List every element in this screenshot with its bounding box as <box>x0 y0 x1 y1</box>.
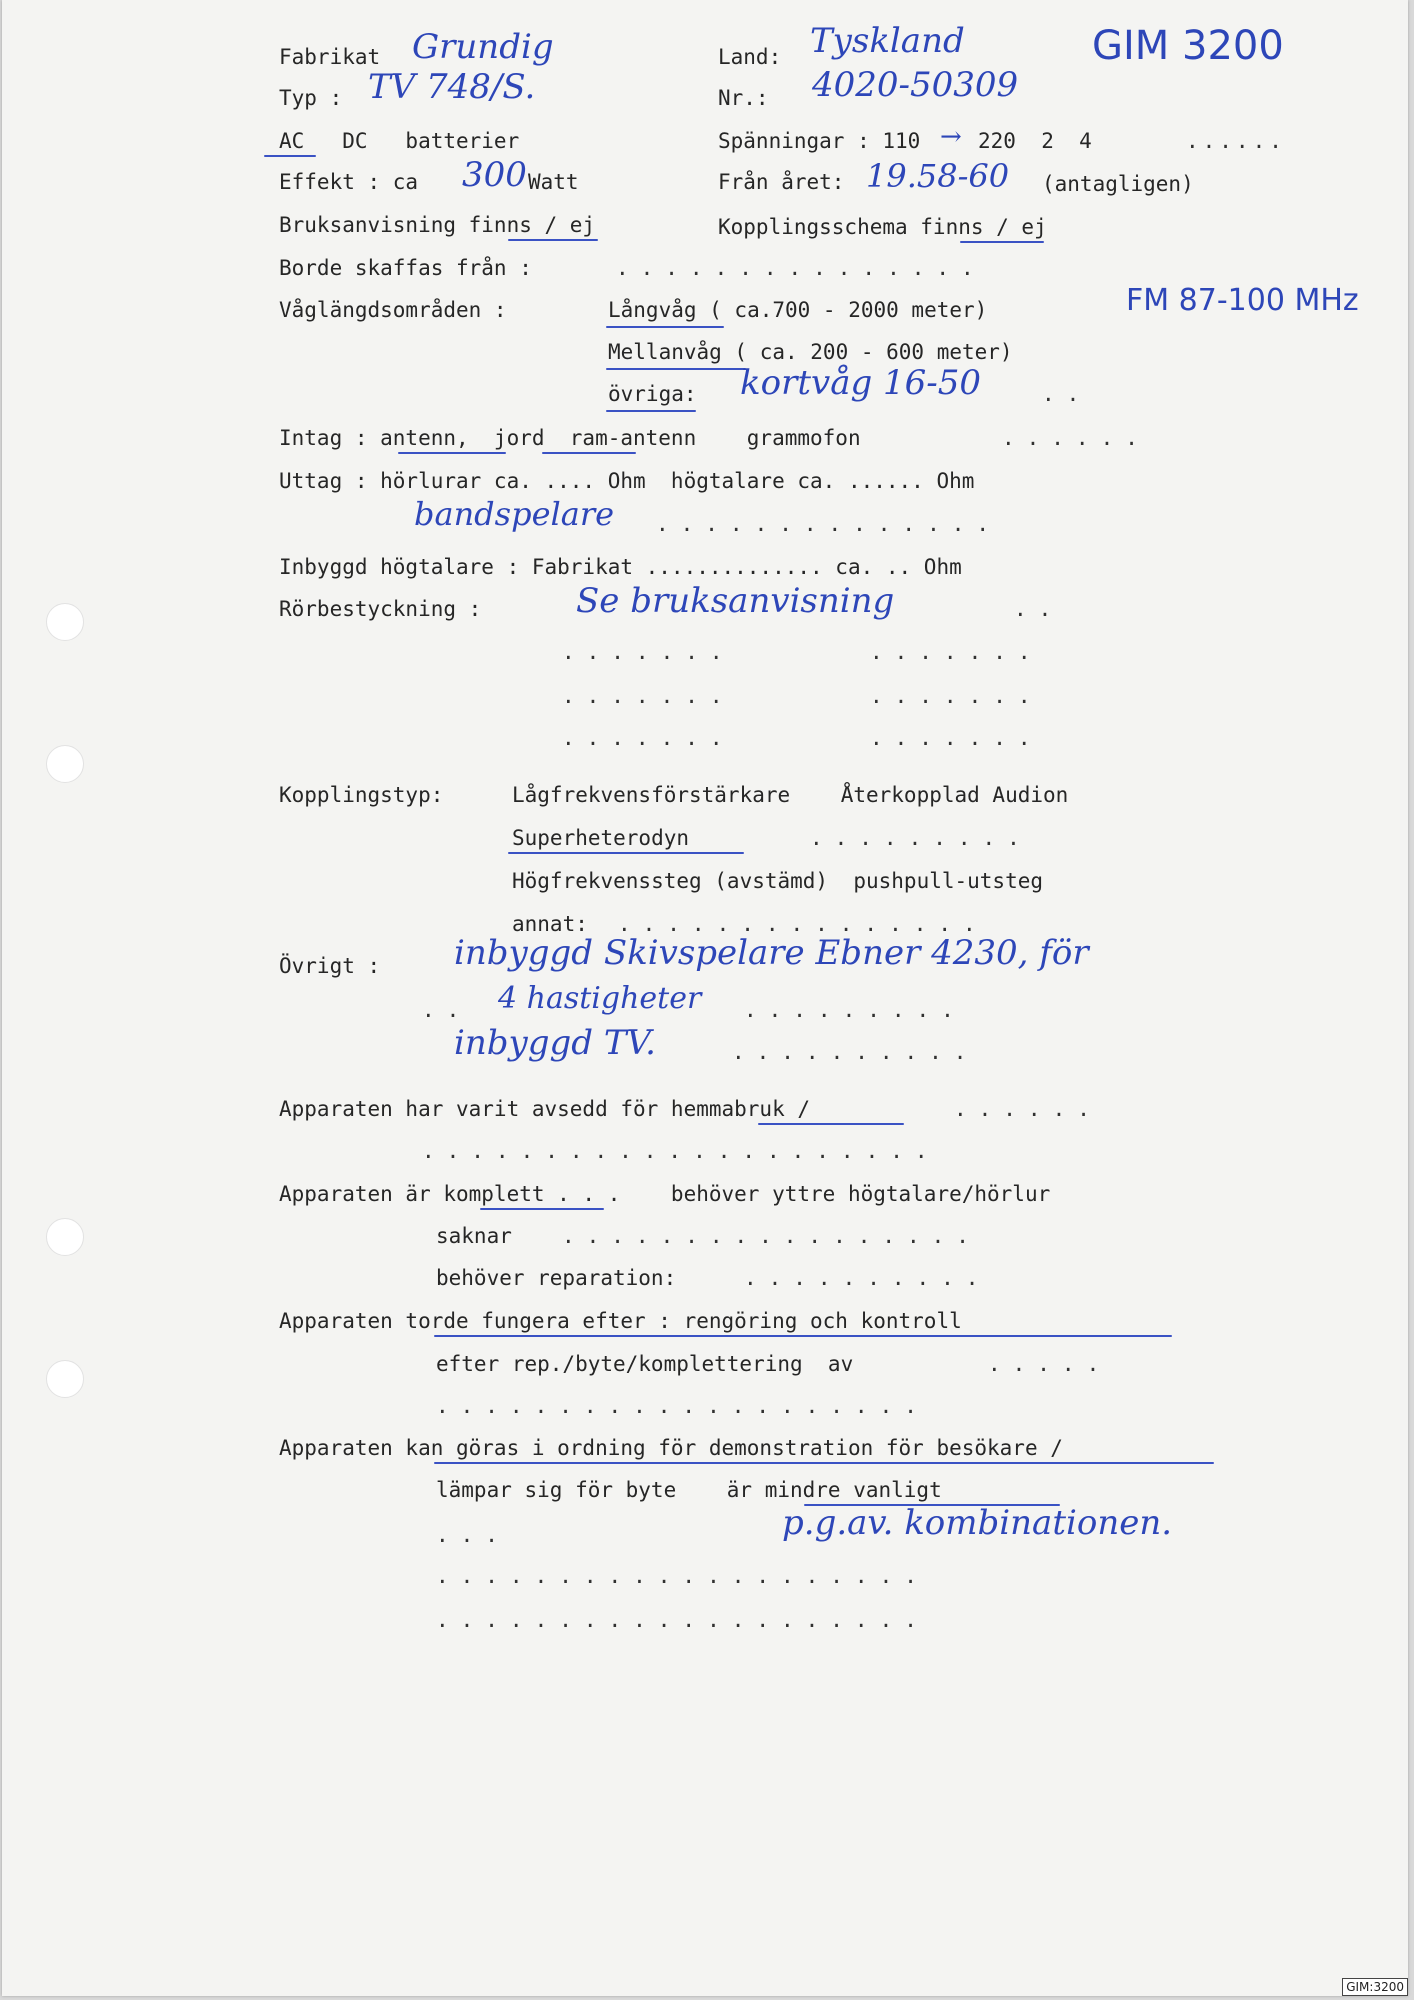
dot-leader: ....... <box>562 640 735 664</box>
saknar: saknar <box>436 1224 512 1248</box>
kopplingsschema: Kopplingsschema finns / ej <box>718 215 1047 239</box>
dot-leader: .. <box>1042 382 1092 406</box>
underline-jord <box>542 452 636 454</box>
bruksanvisning: Bruksanvisning finns / ej <box>279 213 596 237</box>
dot-leader: .................... <box>436 1564 929 1588</box>
mellanvag: Mellanvåg ( ca. 200 - 600 meter) <box>608 340 1013 364</box>
fabrikat-label: Fabrikat <box>279 45 381 69</box>
underline-ac <box>264 155 316 157</box>
typ-value: TV 748/S. <box>368 67 536 107</box>
dot-leader: .......... <box>732 1040 979 1064</box>
kopplingstyp-line3: Högfrekvenssteg (avstämd) pushpull-utsteg <box>512 869 1044 893</box>
uttag: Uttag : hörlurar ca. .... Ohm högtalare ca. ...... Ohm <box>279 469 975 493</box>
punch-hole <box>46 603 84 641</box>
underline-hemmabruk <box>758 1123 904 1125</box>
dot-leader: ....... <box>870 684 1043 708</box>
fungera: Apparaten torde fungera efter : rengöring och kontroll <box>279 1309 962 1333</box>
document-page <box>2 0 1408 1996</box>
dot-leader: ............... <box>616 256 986 280</box>
fran-aret-note: (antagligen) <box>1042 172 1194 196</box>
kopplingstyp-line2: Superheterodyn <box>512 826 690 850</box>
ovrigt-label: Övrigt : <box>279 954 381 978</box>
dot-leader: ....... <box>562 726 735 750</box>
punch-hole <box>46 1360 84 1398</box>
spanningar-rest: 220 2 4 <box>978 129 1092 153</box>
vaglangd-label: Våglängdsområden : <box>279 298 507 322</box>
underline-langvag <box>606 326 724 328</box>
underline-finns <box>960 241 1044 243</box>
lampar-note: p.g.av. kombinationen. <box>782 1503 1173 1543</box>
nr-value: 4020-50309 <box>812 65 1019 105</box>
dot-leader: .................... <box>436 1394 929 1418</box>
komplett: Apparaten är komplett . . . behöver yttre högtalare/hörlur <box>279 1182 1051 1206</box>
rorbestyckning-label: Rörbestyckning : <box>279 597 482 621</box>
dot-leader: ....... <box>562 684 735 708</box>
fm-note: FM 87-100 MHz <box>1126 283 1359 318</box>
dot-leader: .............. <box>656 512 1002 536</box>
dot-leader: .................... <box>436 1608 929 1632</box>
underline-mellanvag <box>606 368 746 370</box>
dot-leader: .. <box>422 998 472 1022</box>
inbyggd-hogtalare: Inbyggd högtalare : Fabrikat .............. ca. .. Ohm <box>279 555 962 579</box>
langvag: Långvåg ( ca.700 - 2000 meter) <box>608 298 988 322</box>
fabrikat-value: Grundig <box>412 27 554 67</box>
ovrigt-line2: 4 hastigheter <box>498 981 702 1016</box>
underline-finns <box>508 239 598 241</box>
kopplingstyp-label: Kopplingstyp: <box>279 783 444 807</box>
spanningar-label: Spänningar : 110 <box>718 129 921 153</box>
intag: Intag : antenn, jord ram-antenn grammofon <box>279 426 861 450</box>
dot-leader: ....... <box>870 726 1043 750</box>
dot-leader: ..................... <box>422 1139 940 1163</box>
dot-leader: ... <box>436 1523 510 1547</box>
effekt-unit: Watt <box>528 170 579 194</box>
voltage-arrow: → <box>940 122 962 152</box>
dot-leader: ............... <box>618 912 988 936</box>
inventory-number: GIM 3200 <box>1092 23 1284 69</box>
typ-label: Typ : <box>279 86 343 110</box>
underline-fungera <box>434 1335 1172 1337</box>
underline-superheterodyn <box>508 852 744 854</box>
underline-ovriga <box>606 410 696 412</box>
dot-leader: ...... <box>1002 426 1150 450</box>
uttag-extra: bandspelare <box>414 495 615 533</box>
effekt-label: Effekt : ca <box>279 170 419 194</box>
avsedd: Apparaten har varit avsedd för hemmabruk / <box>279 1097 811 1121</box>
rorbestyckning-value: Se bruksanvisning <box>576 581 895 621</box>
underline-komplett <box>480 1208 604 1210</box>
punch-hole <box>46 1218 84 1256</box>
ovrigt-line3: inbyggd TV. <box>454 1023 656 1063</box>
borde-skaffas: Borde skaffas från : <box>279 256 532 280</box>
dot-leader: ..... <box>988 1352 1112 1376</box>
punch-hole <box>46 745 84 783</box>
ovriga-value: kortvåg 16-50 <box>740 363 982 403</box>
dot-leader: .. <box>1014 597 1064 621</box>
dot-leader: ...... <box>1186 129 1286 153</box>
dot-leader: ......... <box>744 998 966 1022</box>
kopplingstyp-line4: annat: <box>512 912 588 936</box>
corner-stamp: GIM:3200 <box>1342 1978 1408 1996</box>
efter-rep: efter rep./byte/komplettering av <box>436 1352 854 1376</box>
underline-antenn <box>398 452 506 454</box>
land-value: Tyskland <box>810 21 965 61</box>
nr-label: Nr.: <box>718 86 769 110</box>
ordning: Apparaten kan göras i ordning för demonstration för besökare / <box>279 1436 1063 1460</box>
ovrigt-line1: inbyggd Skivspelare Ebner 4230, för <box>454 933 1089 973</box>
dot-leader: .......... <box>744 1266 991 1290</box>
dot-leader: ...... <box>954 1097 1102 1121</box>
land-label: Land: <box>718 45 782 69</box>
behover-reparation: behöver reparation: <box>436 1266 677 1290</box>
fran-aret-label: Från året: <box>718 170 845 194</box>
lampar: lämpar sig för byte är mindre vanligt <box>436 1478 942 1502</box>
kopplingstyp-line1: Lågfrekvensförstärkare Återkopplad Audion <box>512 783 1069 807</box>
effekt-value: 300 <box>462 155 527 195</box>
dot-leader: ................. <box>562 1224 981 1248</box>
underline-ordning <box>434 1462 1214 1464</box>
power-types: AC DC batterier <box>279 129 520 153</box>
dot-leader: ....... <box>870 640 1043 664</box>
dot-leader: ......... <box>810 826 1032 850</box>
fran-aret-value: 19.58-60 <box>866 157 1010 195</box>
ovriga-label: övriga: <box>608 382 697 406</box>
